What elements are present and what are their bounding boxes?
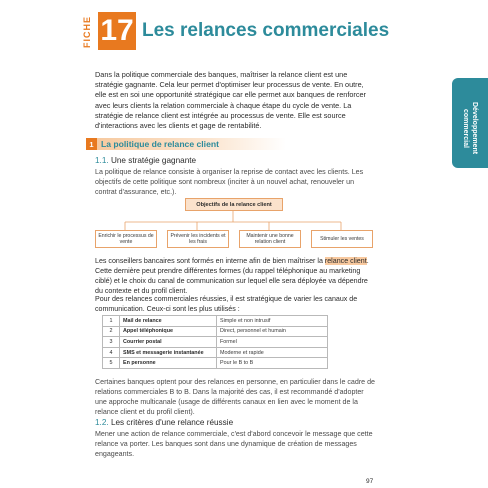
table-row [103, 337, 328, 348]
page-number: 97 [366, 478, 374, 485]
highlight-relance-client: relance client [324, 257, 367, 265]
table-cell-num: 4 [103, 347, 120, 358]
table-cell-desc: Pour le B to B [217, 358, 328, 369]
table-cell-name: Courrier postal [120, 337, 217, 348]
table-cell-desc: Formel [217, 337, 328, 348]
advisors-text-post: . Cette dernière peut prendre différentes formes (du rappel téléphonique au marketing ciblé) et le choix du canal de communication sur lequel elle sera déployée va dépendre du contexte et du profil client. [95, 257, 369, 295]
table-cell-name: Appel téléphonique [120, 326, 217, 337]
paragraph-criteria: Mener une action de relance commerciale, c'est d'abord concevoir le message que cette relance va porter. Les banques sont dans une dynamique de création de messages engageants. [95, 430, 373, 458]
subsection-title: Les critères d'une relance réussie [110, 418, 234, 427]
table-cell-num: 2 [103, 326, 120, 337]
table-cell-desc: Moderne et rapide [217, 347, 328, 358]
channels-table [102, 315, 328, 369]
section-heading [86, 138, 286, 150]
paragraph-objectives: La politique de relance consiste à organiser la reprise de contact avec les clients. Les objectifs de cette politique sont nombreux (inciter à un nouvel achat, renouveler un contrat d'assurance, etc.). [95, 168, 364, 196]
diagram-box-2: Prévenir les incidents et les frais [167, 230, 229, 248]
table-row [103, 326, 328, 337]
section-title: La politique de relance client [101, 139, 219, 149]
fiche-number: 17 [98, 12, 136, 50]
diagram-box-4: Stimuler les ventes [311, 230, 373, 248]
table-cell-num: 3 [103, 337, 120, 348]
table-cell-desc: Direct, personnel et humain [217, 326, 328, 337]
side-tab-label: Développement commercial [462, 101, 478, 155]
subsection-number: 1.2. [95, 418, 109, 427]
side-tab [452, 78, 488, 168]
objectives-diagram [95, 195, 375, 253]
subsection-heading-1 [95, 156, 196, 165]
subsection-heading-2 [95, 418, 233, 427]
diagram-root: Objectifs de la relance client [185, 198, 283, 211]
table-cell-desc: Simple et non intrusif [217, 316, 328, 327]
table-cell-num: 1 [103, 316, 120, 327]
table-row [103, 347, 328, 358]
table-cell-name: En personne [120, 358, 217, 369]
paragraph-channels: Pour des relances commerciales réussies, il est stratégique de varier les canaux de communication. Ceux-ci sont les plus utilisés : [95, 295, 358, 313]
table-row [103, 358, 328, 369]
table-cell-name: Mail de relance [120, 316, 217, 327]
diagram-box-3: Maintenir une bonne relation client [239, 230, 301, 248]
fiche-label: FICHE [82, 16, 92, 48]
section-number: 1 [86, 138, 97, 150]
table-cell-name: SMS et messagerie instantanée [120, 347, 217, 358]
table-cell-num: 5 [103, 358, 120, 369]
page-title: Les relances commerciales [142, 20, 390, 41]
table-row [103, 316, 328, 327]
diagram-box-1: Enrichir le processus de vente [95, 230, 157, 248]
paragraph-multichannel: Certaines banques optent pour des relances en personne, en particulier dans le cadre de relations commerciales B to B. Dans la majorité des cas, il est recommandé d'adopter une approche multicanale (usage de différents canaux en lien avec le moment de la relance client et du profil client). [95, 378, 375, 416]
subsection-number: 1.1. [95, 156, 109, 165]
paragraph-advisors [95, 256, 375, 296]
intro-paragraph: Dans la politique commerciale des banques, maîtriser la relance client est une stratégie gagnante. Cela leur permet d'optimiser leur processus de vente. En outre, elle est en soi une opportunité stratégique car elle permet aux banques de renforcer avec leurs clients la relation commerciale à chaque étape du cycle de vente. La stratégie de relance client est intégrée au processus de vente. Elle est source d'interactions avec les clients et gage de rentabilité. [95, 70, 366, 131]
advisors-text-pre: Les conseillers bancaires sont formés en interne afin de bien maîtriser la [95, 257, 325, 265]
subsection-title: Une stratégie gagnante [110, 156, 197, 165]
